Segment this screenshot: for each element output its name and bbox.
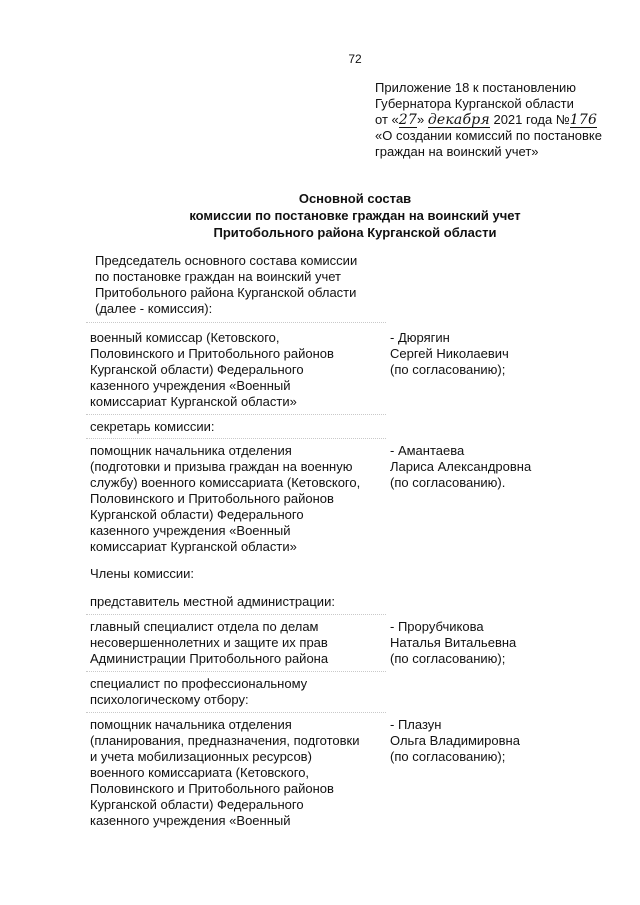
date-mid: »	[416, 112, 428, 127]
appendix-line-2: Губернатора Курганской области	[375, 96, 574, 111]
members-label: Члены комиссии:	[90, 566, 195, 581]
appendix-line-4: «О создании комиссий по постановке	[375, 128, 602, 143]
member-person: - Плазун Ольга Владимировна (по согласованию);	[390, 717, 520, 764]
secretary-label: секретарь комиссии:	[90, 419, 215, 434]
appendix-line-3	[375, 112, 640, 128]
member-row	[90, 717, 520, 829]
divider	[86, 712, 386, 713]
divider	[86, 414, 386, 415]
title-line-3: Притобольного района Курганской области	[213, 225, 497, 240]
appendix-line-1: Приложение 18 к постановлению	[375, 80, 577, 95]
document-title	[0, 190, 640, 241]
psych-label: специалист по профессиональному психологическому отбору:	[90, 676, 308, 707]
member-row	[90, 619, 517, 667]
member-person: - Дюрягин Сергей Николаевич (по согласованию);	[390, 330, 509, 377]
title-line-2: комиссии по постановке граждан на воинский учет	[189, 208, 521, 223]
local-admin-label: представитель местной администрации:	[90, 594, 335, 609]
member-position: помощник начальника отделения (подготовки и призыва граждан на военную службу) военного комиссариата (Кетовского, Половинского и Притобольного районов Курганской области) Федерального казенного учреждения «Военный комиссариат Курганской области»	[90, 443, 361, 554]
appendix-header	[375, 80, 640, 160]
handwritten-month: декабря	[427, 112, 490, 128]
divider	[86, 322, 386, 323]
divider	[86, 438, 386, 439]
page-number: 72	[348, 52, 362, 66]
handwritten-day: 27	[398, 112, 417, 128]
member-position: военный комиссар (Кетовского, Половинского и Притобольного районов Курганской области) Федерального казенного учреждения «Военный комиссариат Курганской области»	[90, 330, 334, 409]
divider	[86, 671, 386, 672]
divider	[86, 614, 386, 615]
member-position: помощник начальника отделения (планирования, предназначения, подготовки и учета мобилизационных ресурсов) военного комиссариата (Кетовского, Половинского и Притобольного районов Курганской области) Федерального казенного учреждения «Военный	[90, 717, 360, 828]
chair-intro: Председатель основного состава комиссии по постановке граждан на воинский учет Притобольного района Курганской области (далее - комиссия):	[95, 253, 358, 316]
handwritten-number: 176	[569, 112, 598, 128]
date-prefix: от «	[375, 112, 399, 127]
date-suffix: 2021 года №	[489, 112, 570, 127]
member-row	[90, 330, 509, 410]
title-line-1: Основной состав	[298, 191, 412, 206]
member-row	[90, 443, 532, 555]
member-person: - Амантаева Лариса Александровна (по согласованию).	[390, 443, 532, 490]
member-position: главный специалист отдела по делам несовершеннолетних и защите их прав Администрации Притобольного района	[90, 619, 329, 666]
psych-label-block	[90, 676, 390, 708]
appendix-line-5: граждан на воинский учет»	[375, 144, 539, 159]
member-person: - Прорубчикова Наталья Витальевна (по согласованию);	[390, 619, 517, 666]
